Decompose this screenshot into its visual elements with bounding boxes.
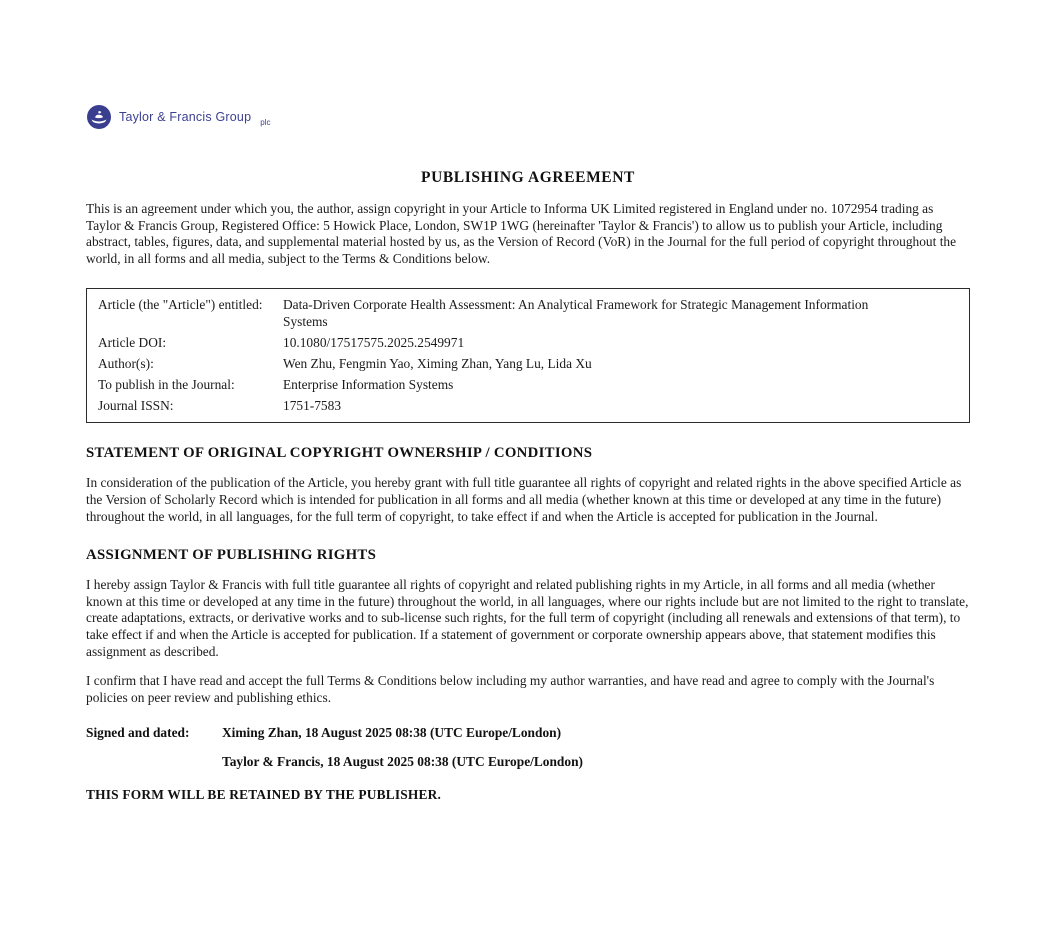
copyright-ownership-paragraph: In consideration of the publication of the Article, you hereby grant with full title guarantee all rights of copyright and related rights in the above specified Article as the Version of Scholarly Record which is intended for publication in all forms and all media (whether known at this time or developed at any time in the future) throughout the world, in all languages, for the full term of copyright, to take effect if and when the Article is accepted for publication in the Journal.	[86, 475, 962, 524]
signed-row-publisher	[86, 754, 970, 771]
article-doi-value: 10.1080/17517575.2025.2549971	[283, 335, 465, 351]
table-row	[98, 334, 959, 351]
signed-and-dated-label: Signed and dated:	[86, 725, 190, 741]
signed-row-author	[86, 725, 970, 742]
journal-value: Enterprise Information Systems	[283, 377, 454, 393]
article-title-label: Article (the "Article") entitled:	[98, 297, 263, 313]
author-signature: Ximing Zhan, 18 August 2025 08:38 (UTC Europe/London)	[222, 725, 562, 741]
taylor-francis-logo-icon	[86, 104, 112, 130]
signed-label-spacer	[86, 754, 222, 771]
issn-label: Journal ISSN:	[98, 398, 174, 414]
article-info-table	[86, 288, 970, 423]
intro-paragraph: This is an agreement under which you, the author, assign copyright in your Article to Informa UK Limited registered in England under no. 1072954 trading as Taylor & Francis Group, Registered Office: 5 Howick Place, London, SW1P 1WG (hereinafter 'Taylor & Francis') to allow us to publish your Article, including abstract, tables, figures, data, and supplemental material hosted by us, as the Version of Record (VoR) in the Journal for the full period of copyright throughout the world, in all forms and all media, subject to the Terms & Conditions below.	[86, 201, 957, 266]
page-title: PUBLISHING AGREEMENT	[421, 169, 635, 186]
authors-label: Author(s):	[98, 356, 154, 372]
issn-value: 1751-7583	[283, 398, 342, 414]
signature-block	[86, 725, 970, 770]
logo-text: Taylor & Francis Group	[119, 110, 252, 124]
table-row	[98, 397, 959, 414]
publisher-signature: Taylor & Francis, 18 August 2025 08:38 (UTC Europe/London)	[222, 753, 583, 769]
section-heading-copyright-ownership: STATEMENT OF ORIGINAL COPYRIGHT OWNERSHIP / CONDITIONS	[86, 445, 593, 462]
article-title-value: Data-Driven Corporate Health Assessment: An Analytical Framework for Strategic Management Information Systems	[283, 297, 869, 330]
table-row	[98, 376, 959, 393]
confirmation-paragraph: I confirm that I have read and accept the full Terms & Conditions below including my author warranties, and have read and agree to comply with the Journal's policies on peer review and publishing ethics.	[86, 673, 935, 705]
authors-value: Wen Zhu, Fengmin Yao, Ximing Zhan, Yang Lu, Lida Xu	[283, 356, 592, 372]
article-doi-label: Article DOI:	[98, 335, 167, 351]
table-row	[98, 355, 959, 372]
taylor-francis-logo	[86, 103, 970, 131]
table-row	[98, 296, 959, 330]
logo-suffix: plc	[260, 118, 271, 127]
journal-label: To publish in the Journal:	[98, 377, 235, 393]
publishing-rights-paragraph: I hereby assign Taylor & Francis with full title guarantee all rights of copyright and related publishing rights in my Article, in all forms and all media (whether known at this time or developed at any time in the future) throughout the world, in all languages, where our rights include but are not limited to the right to translate, create adaptations, extracts, or derivative works and to sub-license such rights, for the full term of copyright (including all renewals and extensions of that term), to take effect if and when the Article is accepted for publication. If a statement of government or corporate ownership appears above, that statement modifies this assignment as described.	[86, 577, 969, 659]
section-heading-publishing-rights: ASSIGNMENT OF PUBLISHING RIGHTS	[86, 547, 377, 564]
retained-by-publisher-note: THIS FORM WILL BE RETAINED BY THE PUBLISHER.	[86, 786, 442, 802]
